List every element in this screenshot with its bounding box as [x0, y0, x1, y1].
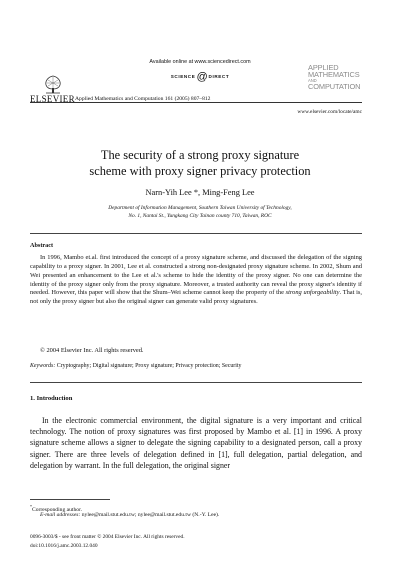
footnote-marker: * [30, 504, 32, 509]
elsevier-wordmark: ELSEVIER [30, 94, 75, 104]
available-online-text: Available online at www.sciencedirect.com [149, 59, 251, 65]
journal-reference: Applied Mathematics and Computation 161 (2005) 807–812 [75, 96, 211, 102]
abstract-body [30, 254, 362, 307]
authors: Narn-Yih Lee *, Ming-Feng Lee [145, 188, 255, 197]
abstract-text-part2: . That is, not only the proxy signer but also the original signer can generate valid proxy signatures. [30, 289, 363, 306]
affiliation-line1: Department of Information Management, Southern Taiwan University of Technology, [108, 205, 292, 211]
affiliation-line2: No. 1, Nantai St., Yungkang City Tainan county 710, Taiwan, ROC [128, 213, 272, 219]
issn-line: 0096-3003/$ - see front matter © 2004 Elsevier Inc. All rights reserved. [30, 534, 185, 540]
email-label: E-mail addresses: [40, 512, 81, 518]
journal-logo-line2: MATHEMATICS [308, 70, 360, 79]
section-rule-bottom [30, 382, 362, 383]
introduction-paragraph: In the electronic commercial environment, the digital signature is a very important and critical technology. The notion of proxy signatures was first proposed by Mambo et al. [1] in 1996. A proxy signature scheme allows a signer to delegate the signing capability to a designated person, call a proxy signer. There are three levels of delegation defined in [1], full delegation, partial delegation, and delegation by warrant. In the full delegation, the original signer [30, 416, 362, 470]
doi-line: doi:10.1016/j.amc.2003.12.040 [30, 543, 98, 549]
abstract-text-emphasis: strong unforgeability [285, 289, 340, 297]
journal-logo-line3: AND [308, 78, 317, 83]
copyright-notice: © 2004 Elsevier Inc. All rights reserved. [40, 347, 144, 354]
email-list: nylee@mail.stut.edu.tw; nylee@mail.stut.edu.tw (N.-Y. Lee). [80, 512, 220, 518]
keywords [30, 363, 362, 369]
paper-title [0, 147, 400, 179]
paper-title-line2: scheme with proxy signer privacy protection [89, 164, 311, 178]
affiliation [0, 204, 400, 220]
keywords-label: Keywords: [30, 363, 56, 369]
journal-logo-line1: APPLIED [308, 63, 339, 72]
journal-logo-line4: COMPUTATION [308, 82, 361, 91]
keywords-list: Cryptography; Digital signature; Proxy signature; Privacy protection; Security [55, 363, 242, 369]
abstract-text-part1: In 1996, Mambo et.al. first introduced the concept of a proxy signature scheme, and discussed the delegation of the signing capability to a proxy signer. In 2001, Lee et al. constructed a strong non-designated proxy signature scheme. In 2002, Shum and Wei presented an enhancement to the Lee et al.'s scheme to hide the identity of the proxy signer. No one can determine the identity of the proxy signer only from the proxy signature. Moreover, a trusted authority can reveal the proxy signer's identity if needed. However, this paper will show that the Shum–Wei scheme cannot keep the property of the [30, 254, 362, 297]
corresponding-author-text: Corresponding author. [32, 506, 83, 513]
section-rule-top [30, 233, 362, 234]
email-addresses [40, 512, 219, 518]
introduction-heading: 1. Introduction [30, 395, 73, 402]
journal-logo [308, 64, 364, 90]
sciencedirect-at-icon: @ [196, 71, 208, 83]
journal-url: www.elsevier.com/locate/amc [297, 109, 362, 115]
sciencedirect-logo-left: SCIENCE [170, 74, 196, 79]
header-rule [30, 102, 362, 103]
introduction-body [30, 415, 362, 471]
abstract-heading: Abstract [30, 242, 54, 249]
paper-title-line1: The security of a strong proxy signature [100, 148, 300, 162]
elsevier-tree-icon [42, 74, 64, 94]
sciencedirect-logo-right: DIRECT [208, 74, 230, 79]
footnote-rule [30, 499, 110, 500]
